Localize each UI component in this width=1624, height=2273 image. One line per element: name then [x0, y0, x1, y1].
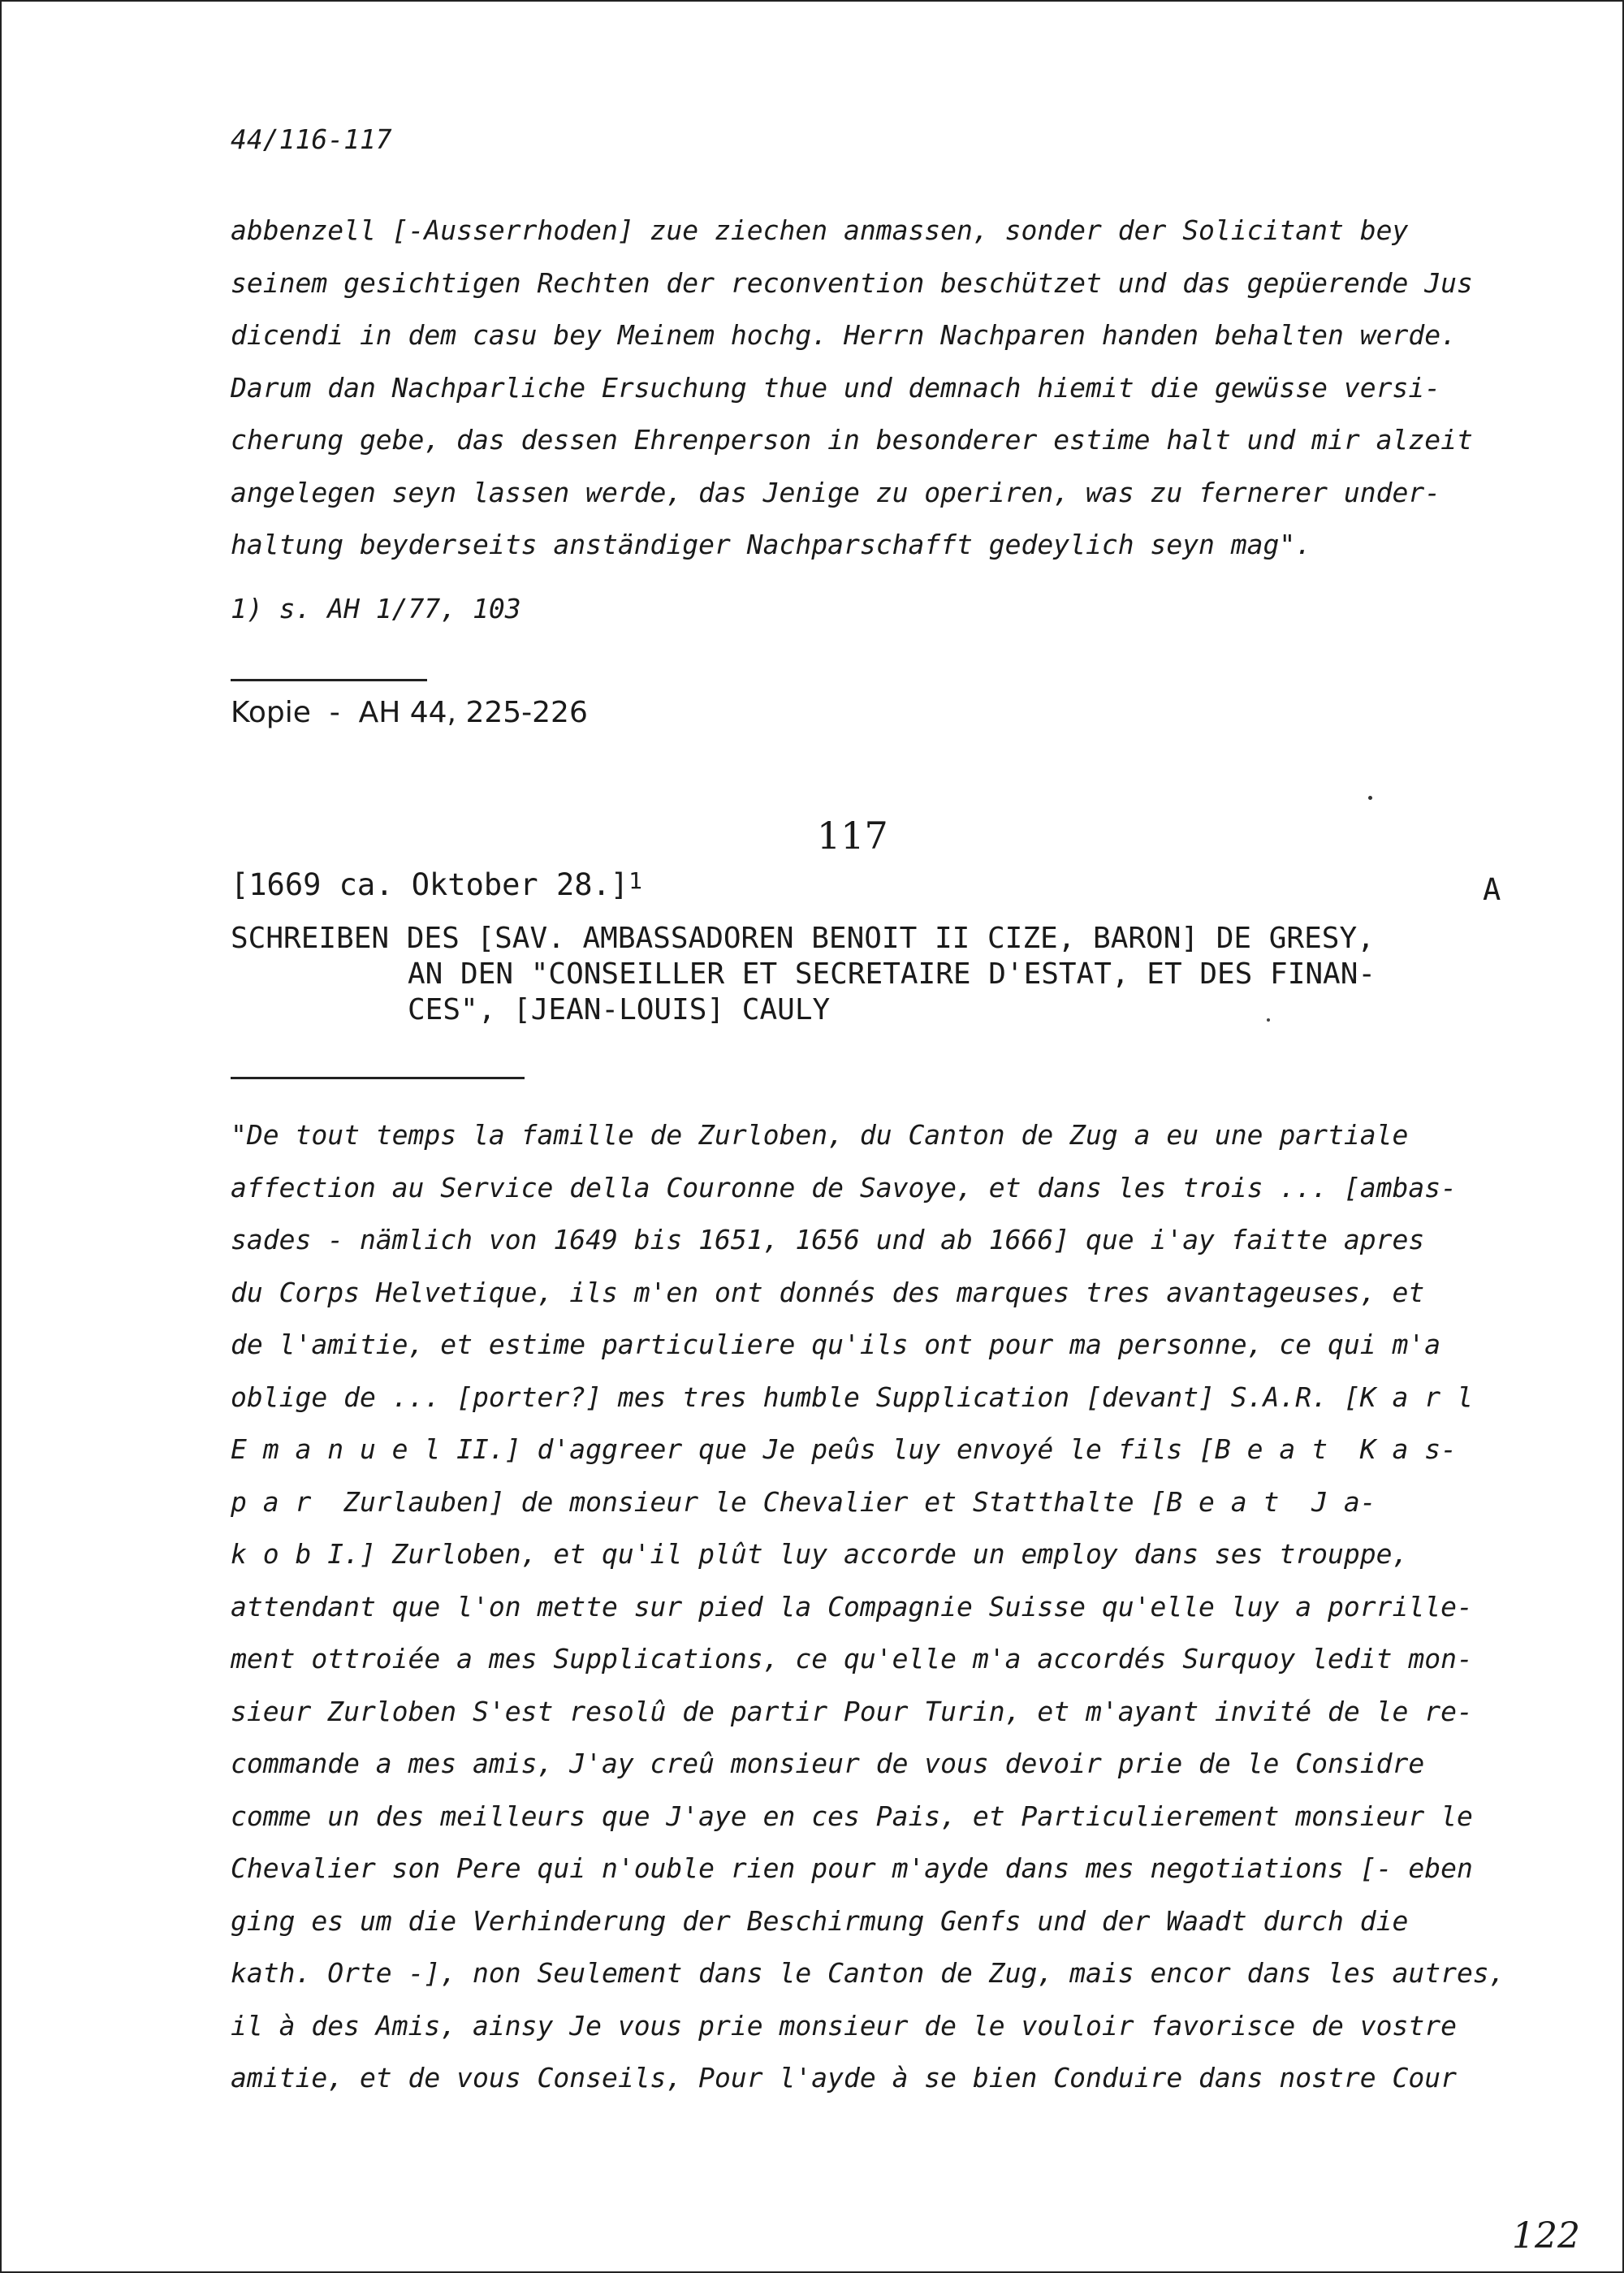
footnote-divider	[231, 679, 427, 681]
letter-line: du Corps Helvetique, ils m'en ont donnés des marques tres avantageuses, et	[231, 1276, 1425, 1308]
letter-line: affection au Service della Couronne de Savoye, et dans les trois ... [ambas-	[231, 1171, 1457, 1203]
letter-line: k o b I.] Zurloben, et qu'il plût luy accorde un employ dans ses trouppe,	[231, 1538, 1409, 1570]
text-line: seinem gesichtigen Rechten der reconvention beschützet und das gepüerende Jus	[231, 266, 1473, 299]
copy-note: Kopie - AH 44, 225-226	[231, 696, 588, 729]
heading-line: SCHREIBEN DES [SAV. AMBASSADOREN BENOIT II CIZE, BARON] DE GRESY,	[231, 922, 1375, 955]
letter-line: ging es um die Verhinderung der Beschirmung Genfs und der Waadt durch die	[231, 1904, 1409, 1937]
letter-line: kath. Orte -], non Seulement dans le Canton de Zug, mais encor dans les autres,	[231, 1957, 1505, 1989]
heading-divider	[231, 1077, 525, 1079]
footnote: 1) s. AH 1/77, 103	[231, 593, 521, 624]
letter-line: il à des Amis, ainsy Je vous prie monsieur de le vouloir favorisce de vostre	[231, 2009, 1457, 2042]
letter-line: ment ottroiée a mes Supplications, ce qu'elle m'a accordés Surquoy ledit mon-	[231, 1643, 1473, 1675]
text-line: Darum dan Nachparliche Ersuchung thue und demnach hiemit die gewüsse versi-	[231, 371, 1441, 404]
letter-line: de l'amitie, et estime particuliere qu'ils ont pour ma personne, ce qui m'a	[231, 1329, 1441, 1360]
letter-line: p a r Zurlauben] de monsieur le Chevalier et Statthalte [B e a t J a-	[231, 1485, 1376, 1518]
letter-body	[231, 1109, 1538, 2105]
letter-line: commande a mes amis, J'ay creû monsieur de vous devoir prie de le Considre	[231, 1748, 1425, 1779]
text-line: cherung gebe, das dessen Ehrenperson in besonderer estime halt und mir alzeit	[231, 424, 1473, 456]
top-paragraph	[231, 205, 1514, 572]
scan-speck	[1267, 1018, 1270, 1022]
text-line: angelegen seyn lassen werde, das Jenige zu operiren, was zu fernerer under-	[231, 476, 1441, 508]
entry-number: 117	[817, 814, 888, 858]
text-line: haltung beyderseits anständiger Nachparschafft gedeylich seyn mag".	[231, 529, 1312, 560]
letter-line: sieur Zurloben S'est resolû de partir Pour Turin, et m'ayant invité de le re-	[231, 1695, 1473, 1727]
letter-line: oblige de ... [porter?] mes tres humble Supplication [devant] S.A.R. [K a r l	[231, 1381, 1473, 1413]
heading-line: AN DEN "CONSEILLER ET SECRETAIRE D'ESTAT, ET DES FINAN-	[408, 957, 1376, 991]
letter-line: "De tout temps la famille de Zurloben, du Canton de Zug a eu une partiale	[231, 1119, 1409, 1151]
letter-line: Chevalier son Pere qui n'ouble rien pour m'ayde dans mes negotiations [- eben	[231, 1852, 1473, 1884]
scan-speck	[1368, 796, 1372, 800]
letter-line: sades - nämlich von 1649 bis 1651, 1656 und ab 1666] que i'ay faitte apres	[231, 1224, 1425, 1255]
entry-date	[231, 867, 642, 902]
entry-heading	[231, 921, 1376, 1028]
text-line: dicendi in dem casu bey Meinem hochg. Herrn Nachparen handen behalten werde.	[231, 319, 1457, 351]
letter-line: E m a n u e l II.] d'aggreer que Je peûs luy envoyé le fils [B e a t K a s-	[231, 1433, 1457, 1465]
letter-line: amitie, et de vous Conseils, Pour l'ayde à se bien Conduire dans nostre Cour	[231, 2062, 1457, 2094]
text-line: abbenzell [-Ausserrhoden] zue ziechen anmassen, sonder der Solicitant bey	[231, 214, 1409, 246]
siglum: A	[1483, 872, 1501, 907]
letter-line: attendant que l'on mette sur pied la Compagnie Suisse qu'elle luy a porrille-	[231, 1590, 1473, 1623]
date-text: [1669 ca. Oktober 28.]	[231, 867, 629, 902]
heading-line: CES", [JEAN-LOUIS] CAULY	[408, 993, 831, 1026]
handwritten-folio-number: 122	[1512, 2215, 1580, 2257]
letter-line: comme un des meilleurs que J'aye en ces Pais, et Particulierement monsieur le	[231, 1800, 1473, 1832]
date-footnote-marker: 1	[628, 867, 642, 894]
page-reference: 44/116-117	[231, 123, 392, 155]
